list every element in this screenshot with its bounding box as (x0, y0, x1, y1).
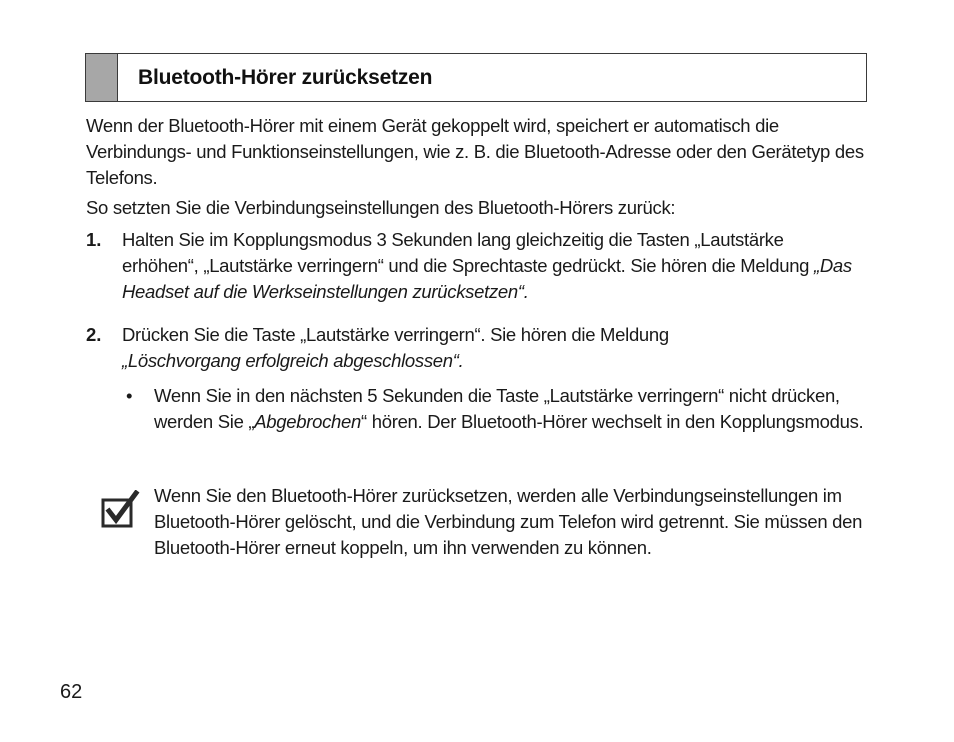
step-2-number: 2. (86, 324, 102, 345)
bullet-marker: • (126, 385, 133, 406)
step-2-body: Drücken Sie die Taste „Lautstärke verringern“. Sie hören die Meldung (122, 324, 669, 345)
step-1-number: 1. (86, 229, 102, 250)
note-text: Wenn Sie den Bluetooth-Hörer zurücksetzen, werden alle Verbindungseinstellungen im Bluetooth-Hörer gelöscht, und die Verbindung zum Telefon wird getrennt. Sie müssen den Bluetooth-Hörer erneut koppeln, um ihn verwenden zu können. (154, 485, 863, 558)
header-tab-marker (86, 54, 118, 101)
step-2-text (122, 322, 862, 374)
bullet-text-before: Wenn Sie in den nächsten 5 Sekunden die Taste „Lautstärke verringern“ nicht drücken, werden Sie „ (154, 385, 840, 432)
step-1-body: Halten Sie im Kopplungsmodus 3 Sekunden lang gleichzeitig die Tasten „Lautstärke erhöhen“, „Lautstärke verringern“ und die Sprechtaste gedrückt. Sie hören die Meldung (122, 229, 815, 276)
bullet-text-after: “ hören. Der Bluetooth-Hörer wechselt in den Kopplungsmodus. (361, 411, 864, 432)
page-number: 62 (60, 681, 83, 703)
step-1-message: „Das Headset auf die Werkseinstellungen zurücksetzen“. (122, 255, 852, 302)
section-title: Bluetooth-Hörer zurücksetzen (138, 66, 433, 89)
step-1-text (122, 227, 862, 305)
checkbox-check-icon (100, 490, 140, 530)
intro-instruction: So setzten Sie die Verbindungseinstellungen des Bluetooth-Hörers zurück: (86, 197, 676, 218)
bullet-text (154, 383, 864, 435)
intro-paragraph: Wenn der Bluetooth-Hörer mit einem Gerät gekoppelt wird, speichert er automatisch die Verbindungs- und Funktionseinstellungen, wie z. B. die Bluetooth-Adresse oder den Gerätetyp des Telefons. (86, 115, 864, 188)
bullet-italic: Abgebrochen (254, 411, 362, 432)
step-2-message: „Löschvorgang erfolgreich abgeschlossen“. (122, 350, 464, 371)
section-header (85, 53, 867, 102)
